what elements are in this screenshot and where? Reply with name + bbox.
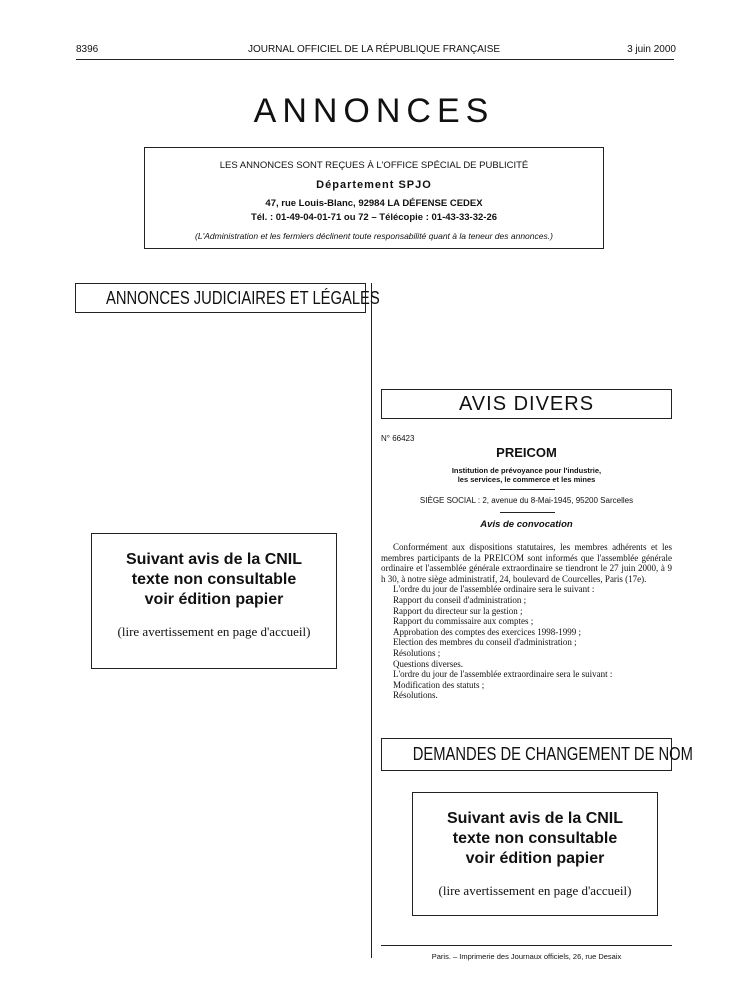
agenda-item: Résolutions. <box>393 690 438 701</box>
cnil-line-1: Suivant avis de la CNIL <box>446 810 624 827</box>
cnil-notice-box <box>412 792 658 916</box>
cnil-line-4: (lire avertissement en page d'accueil) <box>438 883 632 898</box>
agenda-item: Election des membres du conseil d'administration ; <box>393 637 577 648</box>
printer-imprint: Paris. – Imprimerie des Journaux officiels, 26, rue Desaix <box>431 952 622 961</box>
publicity-office-notice <box>144 147 604 249</box>
footer-rule <box>381 945 672 946</box>
notice-line-disclaimer: (L'Administration et les fermiers déclinent toute responsabilité quant à la teneur des annonces.) <box>195 231 553 241</box>
agenda-item: Questions diverses. <box>393 658 463 669</box>
convocation-body <box>381 542 672 701</box>
separator-rule <box>500 512 555 513</box>
agenda-item: Rapport du directeur sur la gestion ; <box>393 605 523 616</box>
convocation-title: Avis de convocation <box>480 519 573 530</box>
announcement-number: N° 66423 <box>381 434 415 443</box>
agenda-item: Résolutions ; <box>393 647 441 658</box>
notice-line-reception: LES ANNONCES SONT REÇUES À L'OFFICE SPÉCIAL DE PUBLICITÉ <box>219 160 529 171</box>
notice-line-department: Département SPJO <box>316 179 432 191</box>
agenda-item: Rapport du conseil d'administration ; <box>393 594 527 605</box>
header-rule <box>76 59 674 60</box>
organization-description-line-2: les services, le commerce et les mines <box>457 475 596 484</box>
cnil-line-3: voir édition papier <box>144 591 284 608</box>
journal-title: JOURNAL OFFICIEL DE LA RÉPUBLIQUE FRANÇAISE <box>247 44 501 55</box>
cnil-line-4: (lire avertissement en page d'accueil) <box>117 624 311 639</box>
cnil-line-2: texte non consultable <box>452 830 618 847</box>
section-heading-changement-nom <box>381 738 693 771</box>
cnil-line-2: texte non consultable <box>131 571 297 588</box>
page-title: ANNONCES <box>253 92 495 130</box>
column-divider <box>371 283 372 958</box>
organization-name: PREICOM <box>496 445 557 460</box>
registered-office: SIÈGE SOCIAL : 2, avenue du 8-Mai-1945, 95200 Sarcelles <box>419 496 634 505</box>
cnil-notice-box <box>91 533 337 669</box>
section-heading-label: ANNONCES JUDICIAIRES ET LÉGALES <box>106 288 380 308</box>
section-heading-avis-divers: AVIS DIVERS <box>381 389 672 419</box>
separator-rule <box>500 489 555 490</box>
page-number: 8396 <box>76 44 99 55</box>
agenda-item: Rapport du commissaire aux comptes ; <box>393 616 534 627</box>
agenda-item: Modification des statuts ; <box>393 679 485 690</box>
ordinary-agenda-intro: L'ordre du jour de l'assemblée ordinaire sera le suivant : <box>393 584 595 595</box>
notice-line-address: 47, rue Louis-Blanc, 92984 LA DÉFENSE CEDEX <box>265 198 483 209</box>
organization-description-line-1: Institution de prévoyance pour l'industrie, <box>451 466 602 475</box>
convocation-intro: Conformément aux dispositions statutaires, les membres adhérents et les membres participants de la PREICOM sont informés que l'assemblée générale ordinaire et l'assemblée générale extraordinaire se tiendront le 27 juin 2000, à 9 h 30, à notre siège administratif, 24, boulevard de Courcelles, Paris (17e). <box>381 542 672 584</box>
notice-line-phone: Tél. : 01-49-04-01-71 ou 72 – Télécopie : 01-43-33-32-26 <box>250 212 498 223</box>
cnil-line-1: Suivant avis de la CNIL <box>125 551 303 568</box>
section-heading-judiciaires <box>75 283 380 313</box>
cnil-line-3: voir édition papier <box>465 850 605 867</box>
organization-description <box>381 466 672 484</box>
issue-date: 3 juin 2000 <box>627 44 676 55</box>
agenda-item: Approbation des comptes des exercices 1998-1999 ; <box>393 626 581 637</box>
section-heading-label: DEMANDES DE CHANGEMENT DE NOM <box>412 744 693 764</box>
extraordinary-agenda-intro: L'ordre du jour de l'assemblée extraordinaire sera le suivant : <box>393 669 613 680</box>
